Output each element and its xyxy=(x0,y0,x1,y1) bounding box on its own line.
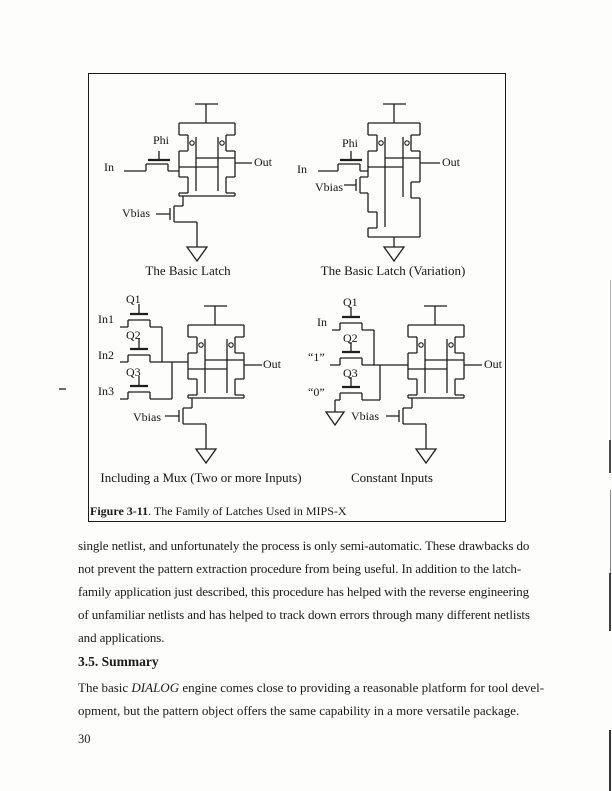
summary-text-post: engine comes close to providing a reasonable platform for tool devel- xyxy=(179,680,545,695)
in-label: In xyxy=(297,162,307,176)
scan-artifact-right-edge xyxy=(609,573,611,631)
constant-zero-label: “0” xyxy=(308,385,325,399)
in1-label: In1 xyxy=(98,312,114,326)
body-line: and applications. xyxy=(78,630,165,645)
q3-label: Q3 xyxy=(343,366,358,380)
summary-paragraph xyxy=(78,676,544,722)
basic-latch-caption: The Basic Latch xyxy=(145,263,231,278)
vbias-label: Vbias xyxy=(122,206,150,220)
body-line: family application just described, this procedure has helped with the reverse engineering xyxy=(78,584,530,599)
in2-label: In2 xyxy=(98,348,114,362)
dialog-italic: DIALOG xyxy=(131,680,180,695)
scan-artifact-right-edge xyxy=(610,280,611,440)
out-label: Out xyxy=(484,357,502,371)
in-label: In xyxy=(317,315,327,329)
in3-label: In3 xyxy=(98,384,114,398)
scan-artifact-right-edge xyxy=(609,440,611,473)
phi-label: Phi xyxy=(342,136,359,150)
body-line: of unfamiliar netlists and has helped to track down errors through many different netlists xyxy=(78,607,530,622)
figure-caption-number: Figure 3-11 xyxy=(90,504,149,518)
body-line: single netlist, and unfortunately the process is only semi-automatic. These drawbacks do xyxy=(78,538,530,553)
section-heading: 3.5. Summary xyxy=(78,654,159,669)
out-label: Out xyxy=(254,155,272,169)
page-number: 30 xyxy=(78,732,91,746)
summary-line xyxy=(78,676,544,699)
q1-label: Q1 xyxy=(343,295,358,309)
summary-text-pre: The basic xyxy=(78,680,132,695)
constant-one-label: “1” xyxy=(308,350,325,364)
scan-artifact-dash xyxy=(59,388,66,390)
body-paragraph xyxy=(78,534,530,649)
q1-label: Q1 xyxy=(126,292,141,306)
figure-border-box xyxy=(88,73,506,522)
constant-inputs-caption: Constant Inputs xyxy=(351,470,433,485)
in-label: In xyxy=(104,160,114,174)
summary-line: opment, but the pattern object offers the same capability in a more versatile package. xyxy=(78,703,520,718)
q2-label: Q2 xyxy=(126,328,141,342)
vbias-label: Vbias xyxy=(133,410,161,424)
out-label: Out xyxy=(442,155,460,169)
phi-label: Phi xyxy=(153,133,170,147)
vbias-label: Vbias xyxy=(315,180,343,194)
scan-artifact-right-edge xyxy=(610,490,611,575)
figure-caption-text: . The Family of Latches Used in MIPS-X xyxy=(148,504,347,518)
body-line: not prevent the pattern extraction procedure from being useful. In addition to the latch- xyxy=(78,561,522,576)
figure-caption xyxy=(90,504,347,519)
vbias-label: Vbias xyxy=(351,409,379,423)
q2-label: Q2 xyxy=(343,331,358,345)
scan-artifact-right-edge xyxy=(609,730,611,791)
out-label: Out xyxy=(263,357,281,371)
variation-latch-caption: The Basic Latch (Variation) xyxy=(320,263,466,278)
mux-latch-caption: Including a Mux (Two or more Inputs) xyxy=(100,470,302,485)
q3-label: Q3 xyxy=(126,365,141,379)
